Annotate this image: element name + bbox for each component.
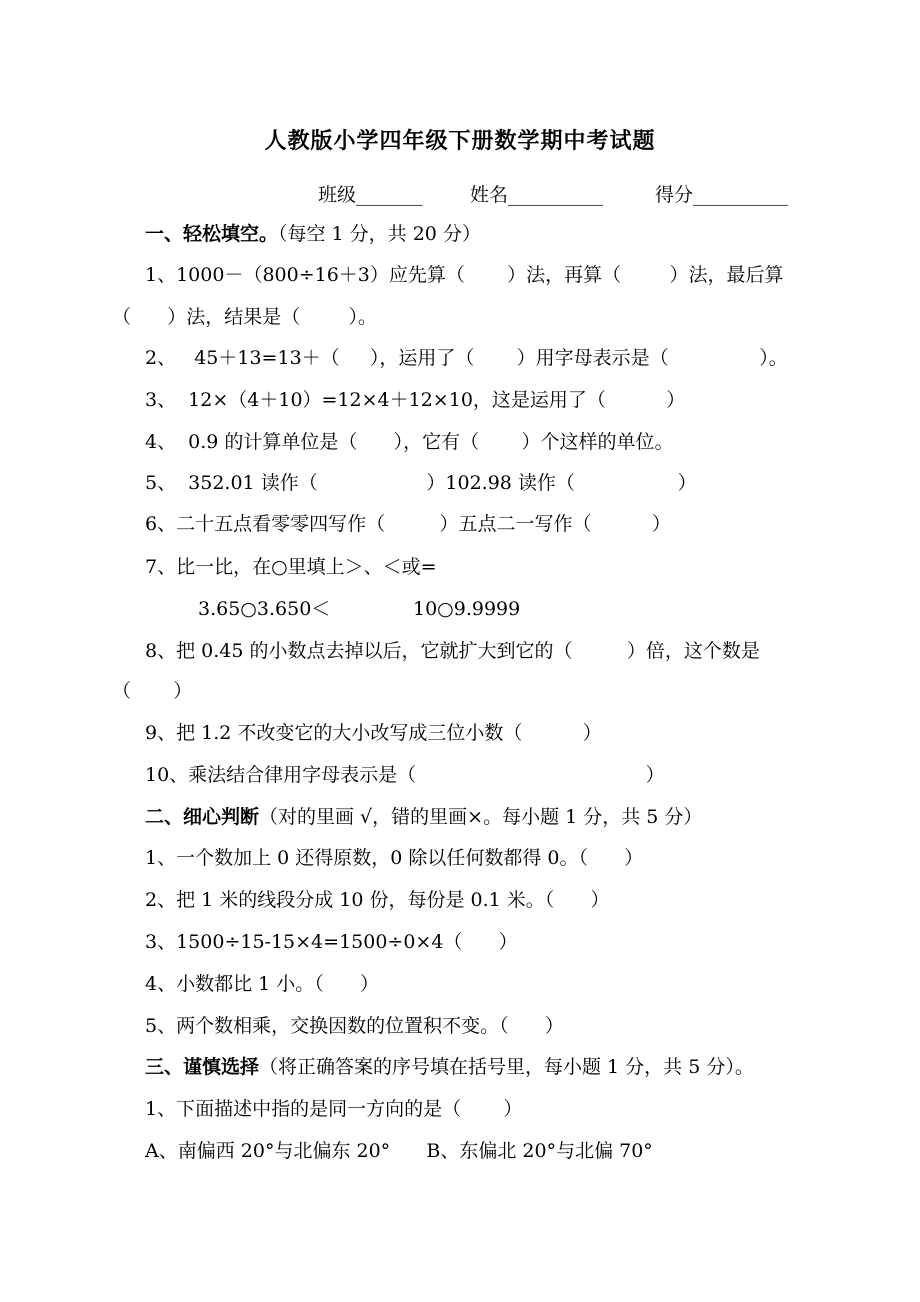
s1-question-8a: 8、把 0.45 的小数点去掉以后，它就扩大到它的（ ）倍，这个数是 bbox=[145, 640, 760, 662]
s1-question-3: 3、 12×（4＋10）=12×4＋12×10，这是运用了（ ） bbox=[145, 389, 686, 411]
section2-heading: 二、细心判断 bbox=[145, 806, 260, 828]
s3-question-1-options: A、南偏西 20°与北偏东 20° B、东偏北 20°与北偏 70° bbox=[145, 1140, 653, 1162]
s1-question-2: 2、 45＋13=13＋（ ），运用了（ ）用字母表示是（ ）。 bbox=[145, 347, 788, 369]
s2-question-2: 2、把 1 米的线段分成 10 份，每份是 0.1 米。（ ） bbox=[145, 889, 610, 911]
s1-question-7: 7、比一比，在○里填上＞、＜或= bbox=[145, 556, 437, 578]
section1-heading-line bbox=[145, 222, 481, 246]
s1-question-5: 5、 352.01 读作（ ）102.98 读作（ ） bbox=[145, 472, 697, 494]
class-field: 班级_______ bbox=[318, 184, 423, 206]
section2-heading-line bbox=[145, 805, 702, 829]
s3-question-1: 1、下面描述中指的是同一方向的是（ ） bbox=[145, 1098, 523, 1120]
section1-note: （每空 1 分，共 20 分） bbox=[278, 223, 481, 245]
section3-heading-line bbox=[145, 1055, 754, 1079]
s1-question-10: 10、乘法结合律用字母表示是（ ） bbox=[145, 764, 665, 786]
section3-note: （将正确答案的序号填在括号里，每小题 1 分，共 5 分）。 bbox=[259, 1056, 754, 1078]
page-title: 人教版小学四年级下册数学期中考试题 bbox=[264, 129, 656, 154]
s1-question-1b: （ ）法，结果是（ ）。 bbox=[112, 306, 378, 328]
s1-question-7-item-b: 10○9.9999 bbox=[413, 598, 521, 620]
s1-question-7-item-a: 3.65○3.650＜ bbox=[198, 598, 331, 620]
s1-question-9: 9、把 1.2 不改变它的大小改写成三位小数（ ） bbox=[145, 722, 602, 744]
s1-question-1a: 1、1000－（800÷16＋3）应先算（ ）法，再算（ ）法，最后算 bbox=[145, 264, 784, 286]
s2-question-3: 3、1500÷15-15×4=1500÷0×4（ ） bbox=[145, 931, 518, 953]
score-field: 得分__________ bbox=[655, 184, 789, 206]
s2-question-1: 1、一个数加上 0 还得原数，0 除以任何数都得 0。（ ） bbox=[145, 847, 644, 869]
s1-question-4: 4、 0.9 的计算单位是（ ），它有（ ）个这样的单位。 bbox=[145, 431, 674, 453]
name-field: 姓名__________ bbox=[470, 184, 604, 206]
section2-note: （对的里画 √，错的里画×。每小题 1 分，共 5 分） bbox=[259, 806, 703, 828]
s1-question-8b: （ ） bbox=[112, 680, 193, 702]
s1-question-6: 6、二十五点看零零四写作（ ）五点二一写作（ ） bbox=[145, 513, 671, 535]
s2-question-5: 5、两个数相乘，交换因数的位置积不变。（ ） bbox=[145, 1015, 564, 1037]
s2-question-4: 4、小数都比 1 小。（ ） bbox=[145, 973, 379, 995]
section1-heading: 一、轻松填空。 bbox=[145, 223, 279, 245]
section3-heading: 三、谨慎选择 bbox=[145, 1056, 260, 1078]
